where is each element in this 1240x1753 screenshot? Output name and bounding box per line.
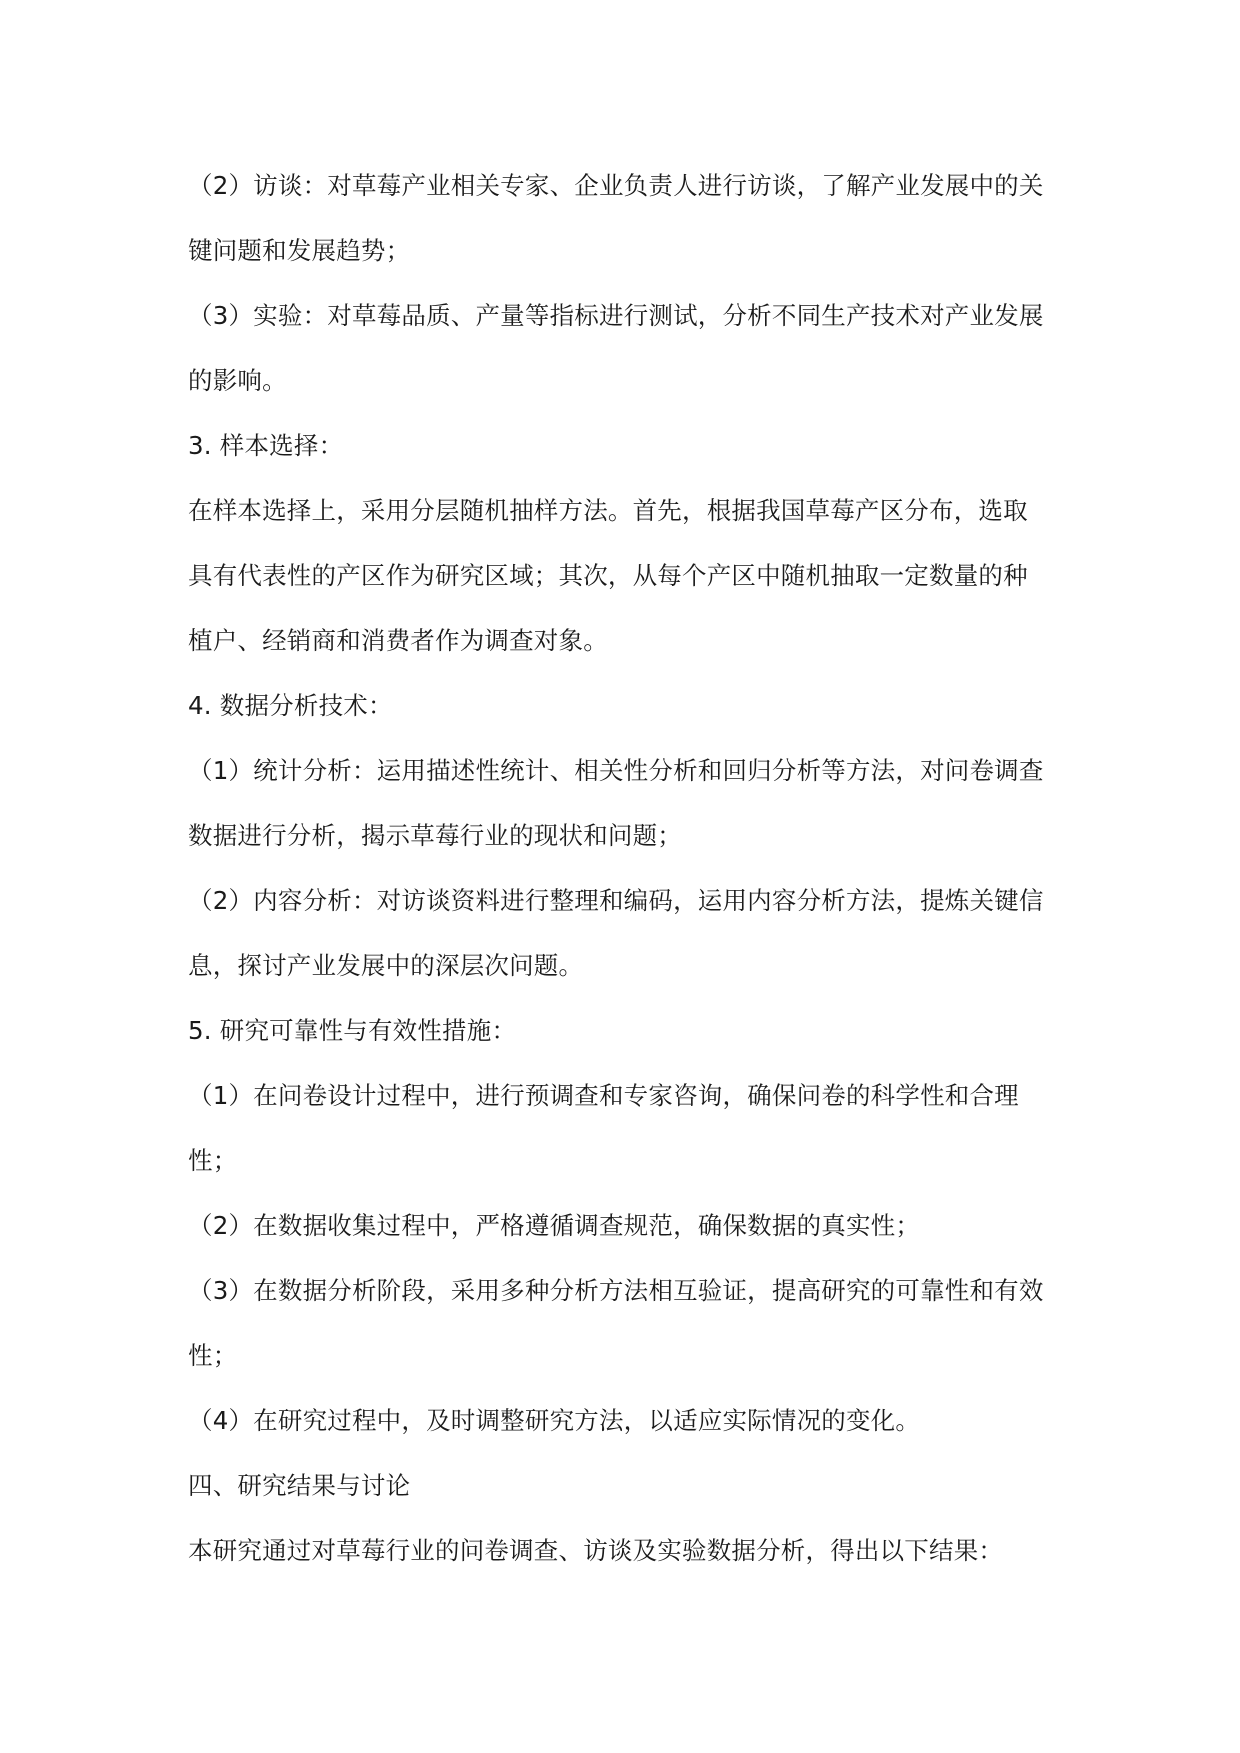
data-analysis-heading: 4. 数据分析技术： bbox=[188, 691, 393, 720]
content-analysis-line-2: 息，探讨产业发展中的深层次问题。 bbox=[188, 951, 584, 980]
reliability-item-3-line-1: （3）在数据分析阶段，采用多种分析方法相互验证，提高研究的可靠性和有效 bbox=[188, 1276, 1044, 1305]
reliability-item-1-line-2: 性； bbox=[188, 1146, 238, 1175]
content-analysis-line-1: （2）内容分析：对访谈资料进行整理和编码，运用内容分析方法，提炼关键信 bbox=[188, 886, 1044, 915]
experiment-method-line-1: （3）实验：对草莓品质、产量等指标进行测试，分析不同生产技术对产业发展 bbox=[188, 301, 1044, 330]
reliability-item-4: （4）在研究过程中，及时调整研究方法，以适应实际情况的变化。 bbox=[188, 1406, 921, 1435]
sample-selection-line-2: 具有代表性的产区作为研究区域；其次，从每个产区中随机抽取一定数量的种 bbox=[188, 561, 1028, 590]
reliability-item-2: （2）在数据收集过程中，严格遵循调查规范，确保数据的真实性； bbox=[188, 1211, 921, 1240]
results-section-heading: 四、研究结果与讨论 bbox=[188, 1471, 411, 1500]
sample-selection-heading: 3. 样本选择： bbox=[188, 431, 344, 460]
statistical-analysis-line-2: 数据进行分析，揭示草莓行业的现状和问题； bbox=[188, 821, 682, 850]
interview-method-line-2: 键问题和发展趋势； bbox=[188, 236, 411, 265]
reliability-heading: 5. 研究可靠性与有效性措施： bbox=[188, 1016, 517, 1045]
experiment-method-line-2: 的影响。 bbox=[188, 366, 287, 395]
results-intro: 本研究通过对草莓行业的问卷调查、访谈及实验数据分析，得出以下结果： bbox=[188, 1536, 1004, 1565]
reliability-item-1-line-1: （1）在问卷设计过程中，进行预调查和专家咨询，确保问卷的科学性和合理 bbox=[188, 1081, 1019, 1110]
interview-method-line-1: （2）访谈：对草莓产业相关专家、企业负责人进行访谈，了解产业发展中的关 bbox=[188, 171, 1044, 200]
sample-selection-line-3: 植户、经销商和消费者作为调查对象。 bbox=[188, 626, 608, 655]
sample-selection-line-1: 在样本选择上，采用分层随机抽样方法。首先，根据我国草莓产区分布，选取 bbox=[188, 496, 1028, 525]
statistical-analysis-line-1: （1）统计分析：运用描述性统计、相关性分析和回归分析等方法，对问卷调查 bbox=[188, 756, 1044, 785]
reliability-item-3-line-2: 性； bbox=[188, 1341, 238, 1370]
